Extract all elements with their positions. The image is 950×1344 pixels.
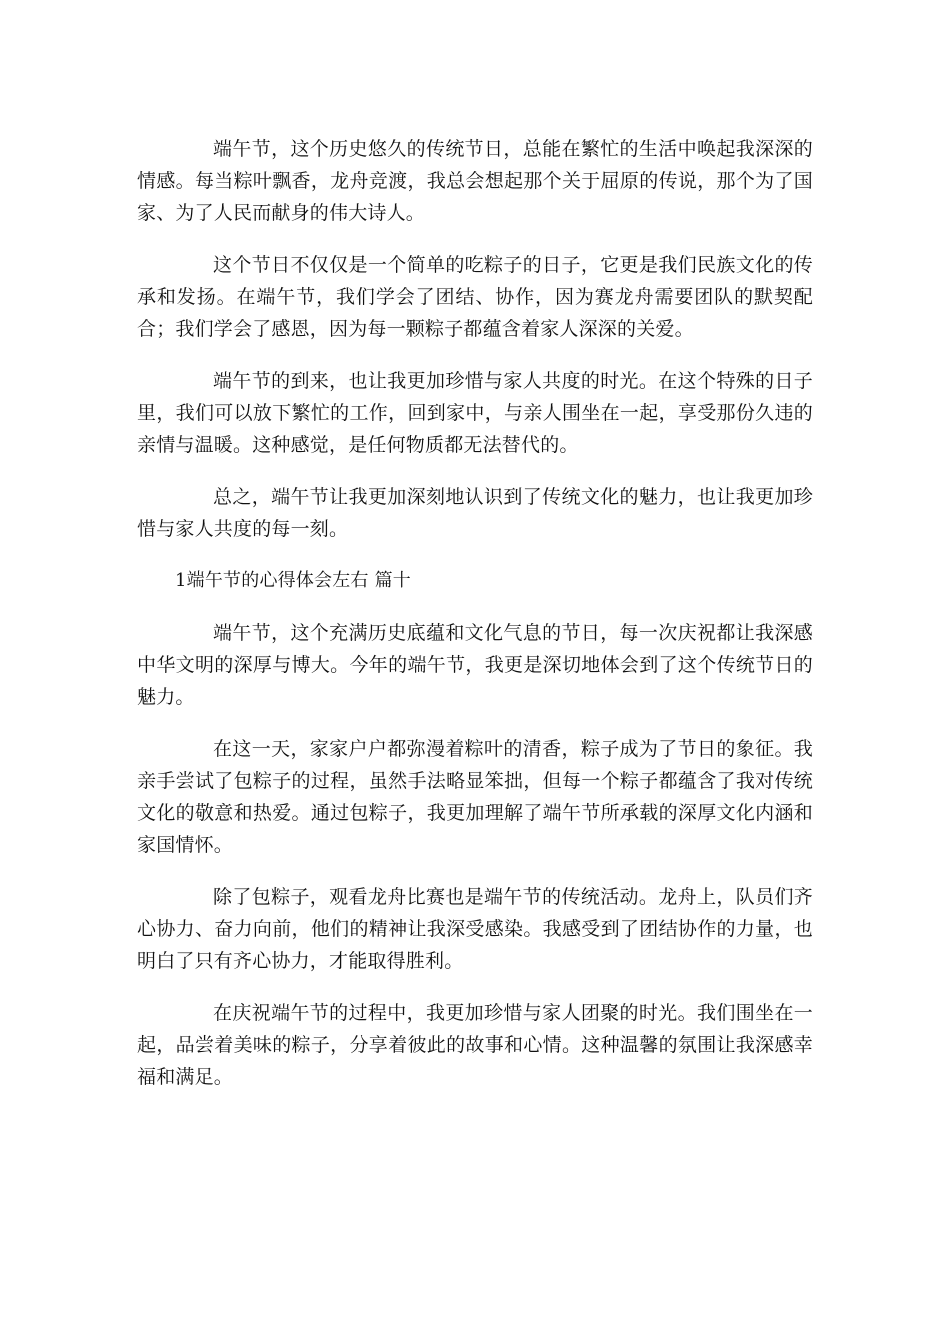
section-heading: 1端午节的心得体会左右 篇十 bbox=[175, 570, 411, 591]
paragraph: 端午节，这个充满历史底蕴和文化气息的节日，每一次庆祝都让我深感中华文明的深厚与博大。今年的端午节，我更是深切地体会到了这个传统节日的魅力。 bbox=[137, 622, 813, 708]
paragraph: 端午节的到来，也让我更加珍惜与家人共度的时光。在这个特殊的日子里，我们可以放下繁忙的工作，回到家中，与亲人围坐在一起，享受那份久违的亲情与温暖。这种感觉，是任何物质都无法替代的。 bbox=[137, 370, 813, 456]
paragraph: 这个节日不仅仅是一个简单的吃粽子的日子，它更是我们民族文化的传承和发扬。在端午节，我们学会了团结、协作，因为赛龙舟需要团队的默契配合；我们学会了感恩，因为每一颗粽子都蕴含着家人深深的关爱。 bbox=[137, 254, 813, 340]
paragraph: 在庆祝端午节的过程中，我更加珍惜与家人团聚的时光。我们围坐在一起，品尝着美味的粽子，分享着彼此的故事和心情。这种温馨的氛围让我深感幸福和满足。 bbox=[137, 1002, 813, 1088]
document-body bbox=[137, 133, 813, 1113]
paragraph: 在这一天，家家户户都弥漫着粽叶的清香，粽子成为了节日的象征。我亲手尝试了包粽子的过程，虽然手法略显笨拙，但每一个粽子都蕴含了我对传统文化的敬意和热爱。通过包粽子，我更加理解了端午节所承载的深厚文化内涵和家国情怀。 bbox=[137, 738, 813, 856]
paragraph: 除了包粽子，观看龙舟比赛也是端午节的传统活动。龙舟上，队员们齐心协力、奋力向前，他们的精神让我深受感染。我感受到了团结协作的力量，也明白了只有齐心协力，才能取得胜利。 bbox=[137, 886, 813, 972]
paragraph: 总之，端午节让我更加深刻地认识到了传统文化的魅力，也让我更加珍惜与家人共度的每一刻。 bbox=[137, 486, 813, 540]
paragraph: 端午节，这个历史悠久的传统节日，总能在繁忙的生活中唤起我深深的情感。每当粽叶飘香，龙舟竞渡，我总会想起那个关于屈原的传说，那个为了国家、为了人民而献身的伟大诗人。 bbox=[137, 138, 813, 224]
